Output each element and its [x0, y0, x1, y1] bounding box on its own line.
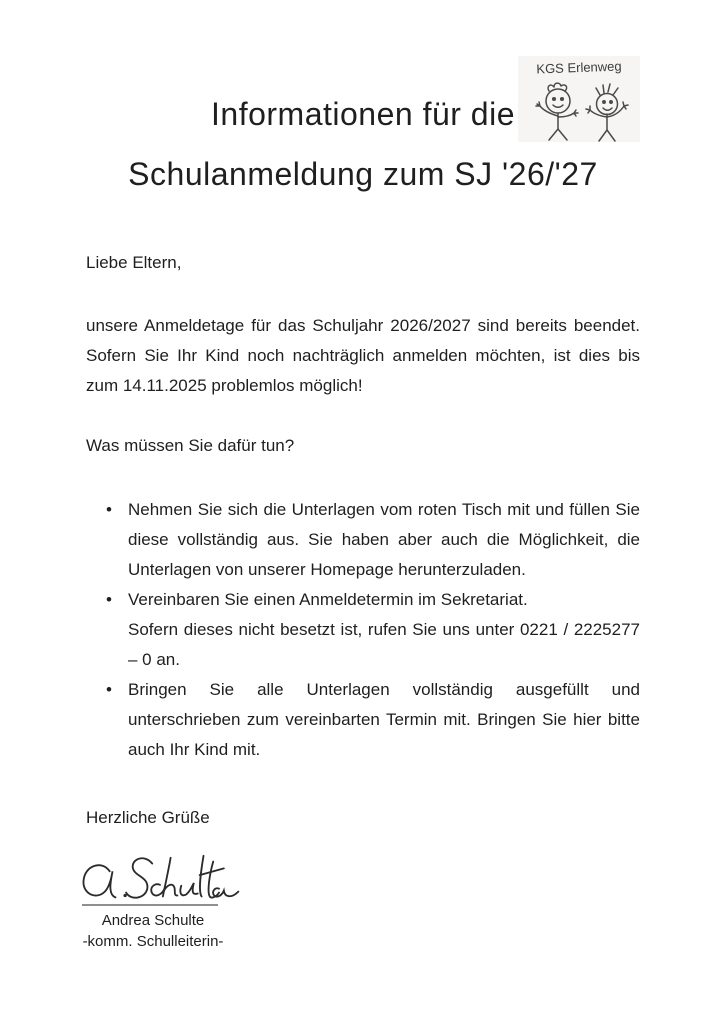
list-item [86, 495, 640, 585]
title-line-2: Schulanmeldung zum SJ '26/'27 [128, 156, 598, 192]
closing-line: Herzliche Grüße [86, 808, 210, 827]
list-item [86, 675, 640, 765]
title-line-1: Informationen für die [211, 96, 515, 132]
children-drawing-icon [518, 56, 640, 142]
signer-role: -komm. Schulleiterin- [82, 933, 224, 950]
instruction-list [86, 495, 640, 765]
signature-underline [82, 904, 218, 906]
list-item-text: Sofern dieses nicht besetzt ist, rufen Sie uns unter 0221 / 2225277 – 0 an. [128, 620, 640, 669]
school-name-label: KGS Erlenweg [536, 58, 622, 77]
intro-paragraph: unsere Anmeldetage für das Schuljahr 2026/2027 sind bereits beendet. Sofern Sie Ihr Kind noch nachträglich anmelden möchten, ist dies bis zum 14.11.2025 problemlos möglich! [86, 316, 640, 395]
bullet-icon: • [106, 500, 112, 519]
letter-body [82, 248, 640, 952]
signature-block [82, 850, 224, 952]
question-line: Was müssen Sie dafür tun? [86, 436, 295, 455]
bullet-icon: • [106, 680, 112, 699]
list-item-text: Nehmen Sie sich die Unterlagen vom roten Tisch mit und füllen Sie diese vollständig aus. Sie haben aber auch die Möglichkeit, die Unterlagen von unserer Homepage herunterzuladen. [128, 500, 640, 579]
handwritten-signature [74, 850, 244, 910]
list-item [86, 585, 640, 675]
bullet-icon: • [106, 590, 112, 609]
list-item-text: Vereinbaren Sie einen Anmeldetermin im Sekretariat. [128, 590, 528, 609]
salutation: Liebe Eltern, [86, 253, 182, 272]
list-item-text: Bringen Sie alle Unterlagen vollständig ausgefüllt und unterschrieben zum vereinbarten Termin mit. Bringen Sie hier bitte auch Ihr Kind mit. [128, 680, 640, 759]
school-logo [518, 56, 640, 142]
signer-name: Andrea Schulte [101, 912, 205, 929]
